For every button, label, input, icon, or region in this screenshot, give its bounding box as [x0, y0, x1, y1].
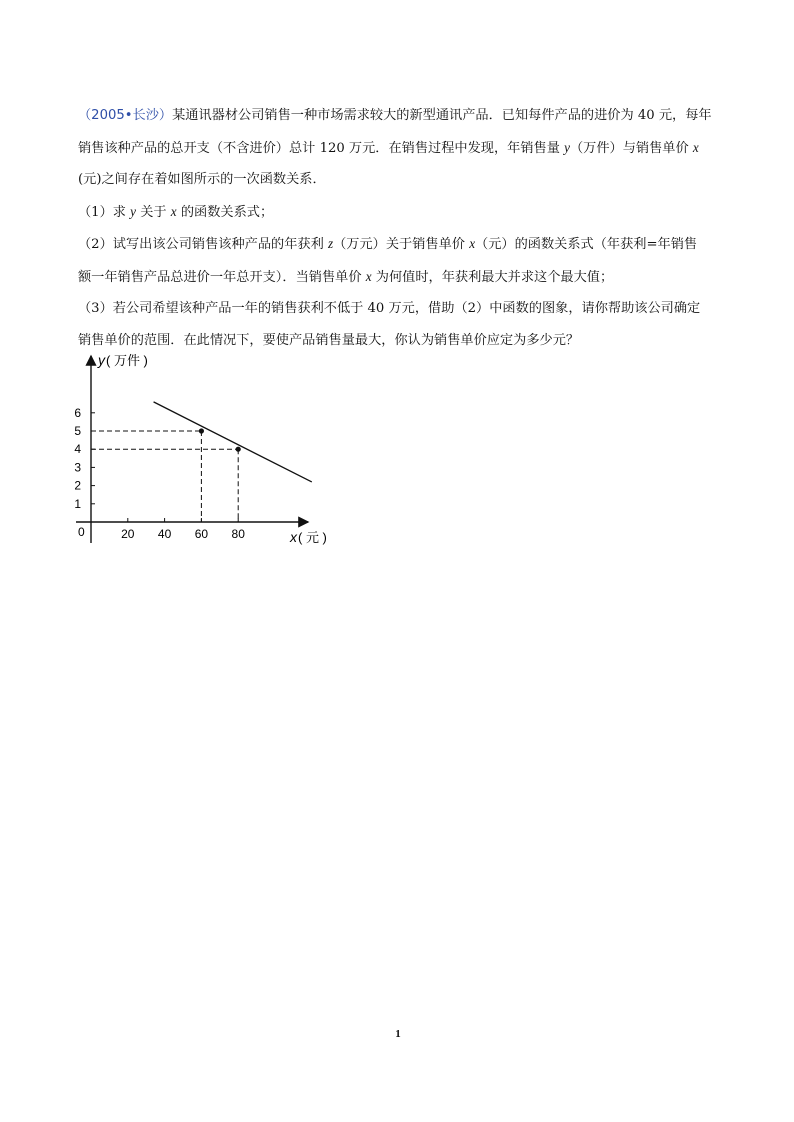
function-graph [60, 350, 350, 555]
page-number: 1 [395, 1028, 401, 1040]
question-1: （1）求 y 关于 x 的函数关系式； [78, 203, 274, 220]
question-3-line1: （3）若公司希望该种产品一年的销售获利不低于 40 万元，借助（2）中函数的图象，请你帮助该公司确定 [78, 301, 701, 316]
y-tick-label-4: 4 [74, 442, 81, 457]
x-tick-label-40: 40 [157, 527, 172, 541]
y-axis-unit: ( 万件 ) [106, 353, 148, 368]
function-line [154, 402, 312, 482]
question-3-line2: 销售单价的范围．在此情况下，要使产品销售量最大，你认为销售单价应定为多少元？ [78, 332, 580, 348]
x-tick-label-20: 20 [121, 527, 135, 541]
problem-source: （2005•长沙） [78, 108, 173, 123]
x-axis-unit: ( 元 ) [298, 530, 327, 545]
problem-intro-line2: 销售该种产品的总开支（不含进价）总计 120 万元．在销售过程中发现，年销售量 y（万件）与销售单价 x [78, 139, 699, 156]
question-2-line2: 额一年销售产品总进价一年总开支）．当销售单价 x 为何值时，年获利最大并求这个最大值； [78, 268, 614, 285]
origin-label: 0 [78, 525, 85, 539]
y-axis-var: y [98, 352, 105, 368]
question-2-line1: （2）试写出该公司销售该种产品的年获利 z（万元）关于销售单价 x（元）的函数关系式（年获利=年销售 [78, 236, 698, 252]
y-tick-label-1: 1 [74, 496, 81, 511]
chart-layer [74, 402, 311, 541]
x-tick-label-60: 60 [194, 527, 209, 541]
problem-text [78, 100, 726, 356]
data-point-60 [199, 428, 204, 433]
data-point-80 [236, 447, 241, 452]
x-tick-label-80: 80 [231, 527, 245, 541]
problem-intro-line1: （2005•长沙）某通讯器材公司销售一种市场需求较大的新型通讯产品．已知每件产品的进价为 40 元，每年 [78, 108, 712, 123]
y-tick-label-6: 6 [74, 405, 81, 420]
x-axis-var: x [290, 529, 297, 545]
y-tick-label-5: 5 [74, 424, 81, 438]
problem-intro-line3: (元)之间存在着如图所示的一次函数关系． [78, 172, 326, 187]
y-tick-label-3: 3 [74, 460, 81, 475]
y-tick-label-2: 2 [74, 478, 81, 493]
